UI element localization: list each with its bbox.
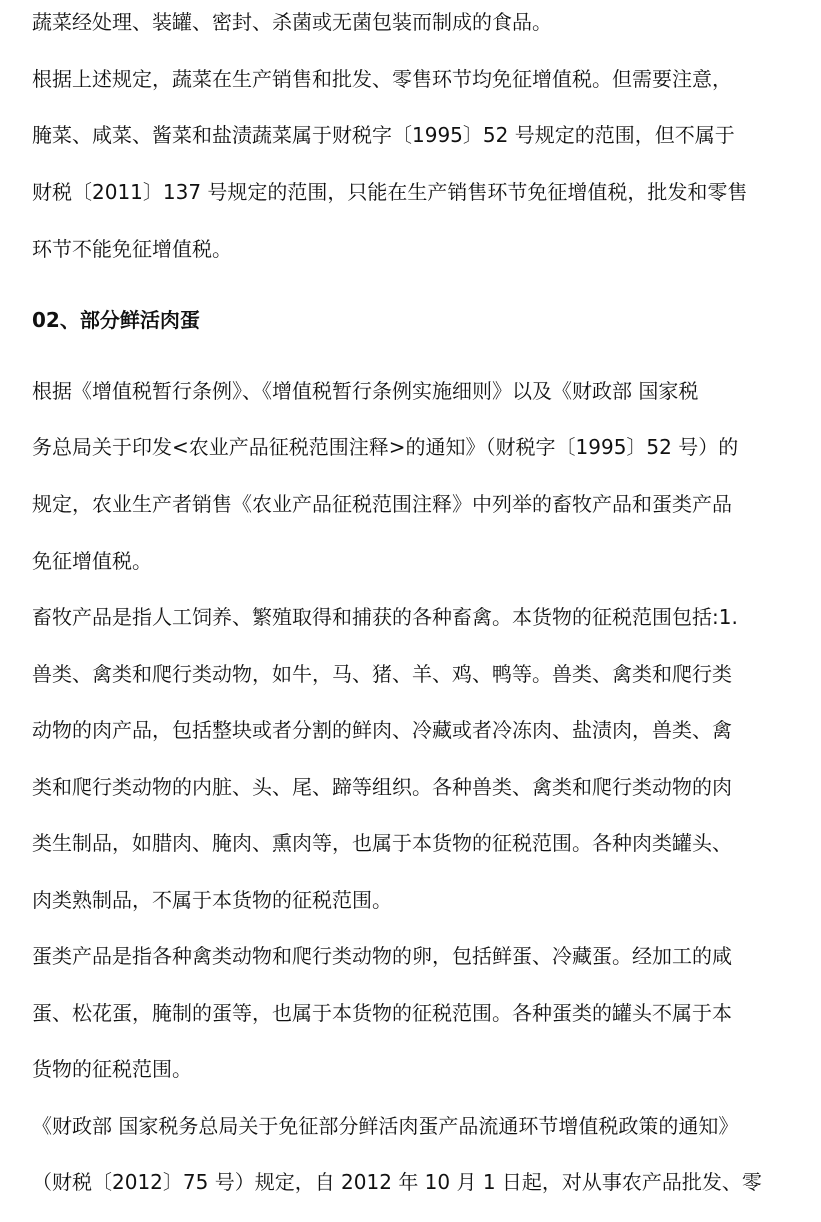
text-line: 动物的肉产品，包括整块或者分割的鲜肉、冷藏或者冷冻肉、盐渍肉，兽类、禽 — [32, 718, 732, 742]
text-line: 兽类、禽类和爬行类动物，如牛，马、猪、羊、鸡、鸭等。兽类、禽类和爬行类 — [32, 662, 732, 686]
section-heading: 02、部分鲜活肉蛋 — [32, 308, 200, 332]
text-line: 蛋、松花蛋，腌制的蛋等，也属于本货物的征税范围。各种蛋类的罐头不属于本 — [32, 1001, 732, 1025]
text-line: 免征增值税。 — [32, 549, 152, 573]
text-line: 规定，农业生产者销售《农业产品征税范围注释》中列举的畜牧产品和蛋类产品 — [32, 492, 732, 516]
text-line: 环节不能免征增值税。 — [32, 237, 232, 261]
text-line: 货物的征税范围。 — [32, 1057, 192, 1081]
text-line: 蔬菜经处理、装罐、密封、杀菌或无菌包装而制成的食品。 — [32, 10, 552, 34]
text-line: 财税〔2011〕137 号规定的范围，只能在生产销售环节免征增值税，批发和零售 — [32, 180, 748, 204]
text-line: （财税〔2012〕75 号）规定，自 2012 年 10 月 1 日起，对从事农产品批发、零 — [32, 1170, 762, 1194]
text-line: 类和爬行类动物的内脏、头、尾、蹄等组织。各种兽类、禽类和爬行类动物的肉 — [32, 775, 732, 799]
text-line: 蛋类产品是指各种禽类动物和爬行类动物的卵，包括鲜蛋、冷藏蛋。经加工的咸 — [32, 944, 732, 968]
text-line: 根据上述规定，蔬菜在生产销售和批发、零售环节均免征增值税。但需要注意， — [32, 67, 732, 91]
text-line: 根据《增值税暂行条例》、《增值税暂行条例实施细则》以及《财政部 国家税 — [32, 379, 699, 403]
text-line: 务总局关于印发<农业产品征税范围注释>的通知》（财税字〔1995〕52 号）的 — [32, 435, 739, 459]
text-line: 畜牧产品是指人工饲养、繁殖取得和捕获的各种畜禽。本货物的征税范围包括:1. — [32, 605, 738, 629]
text-line: 《财政部 国家税务总局关于免征部分鲜活肉蛋产品流通环节增值税政策的通知》 — [32, 1114, 739, 1138]
text-line: 类生制品，如腊肉、腌肉、熏肉等，也属于本货物的征税范围。各种肉类罐头、 — [32, 831, 732, 855]
text-line: 肉类熟制品，不属于本货物的征税范围。 — [32, 888, 392, 912]
text-line: 腌菜、咸菜、酱菜和盐渍蔬菜属于财税字〔1995〕52 号规定的范围，但不属于 — [32, 123, 735, 147]
